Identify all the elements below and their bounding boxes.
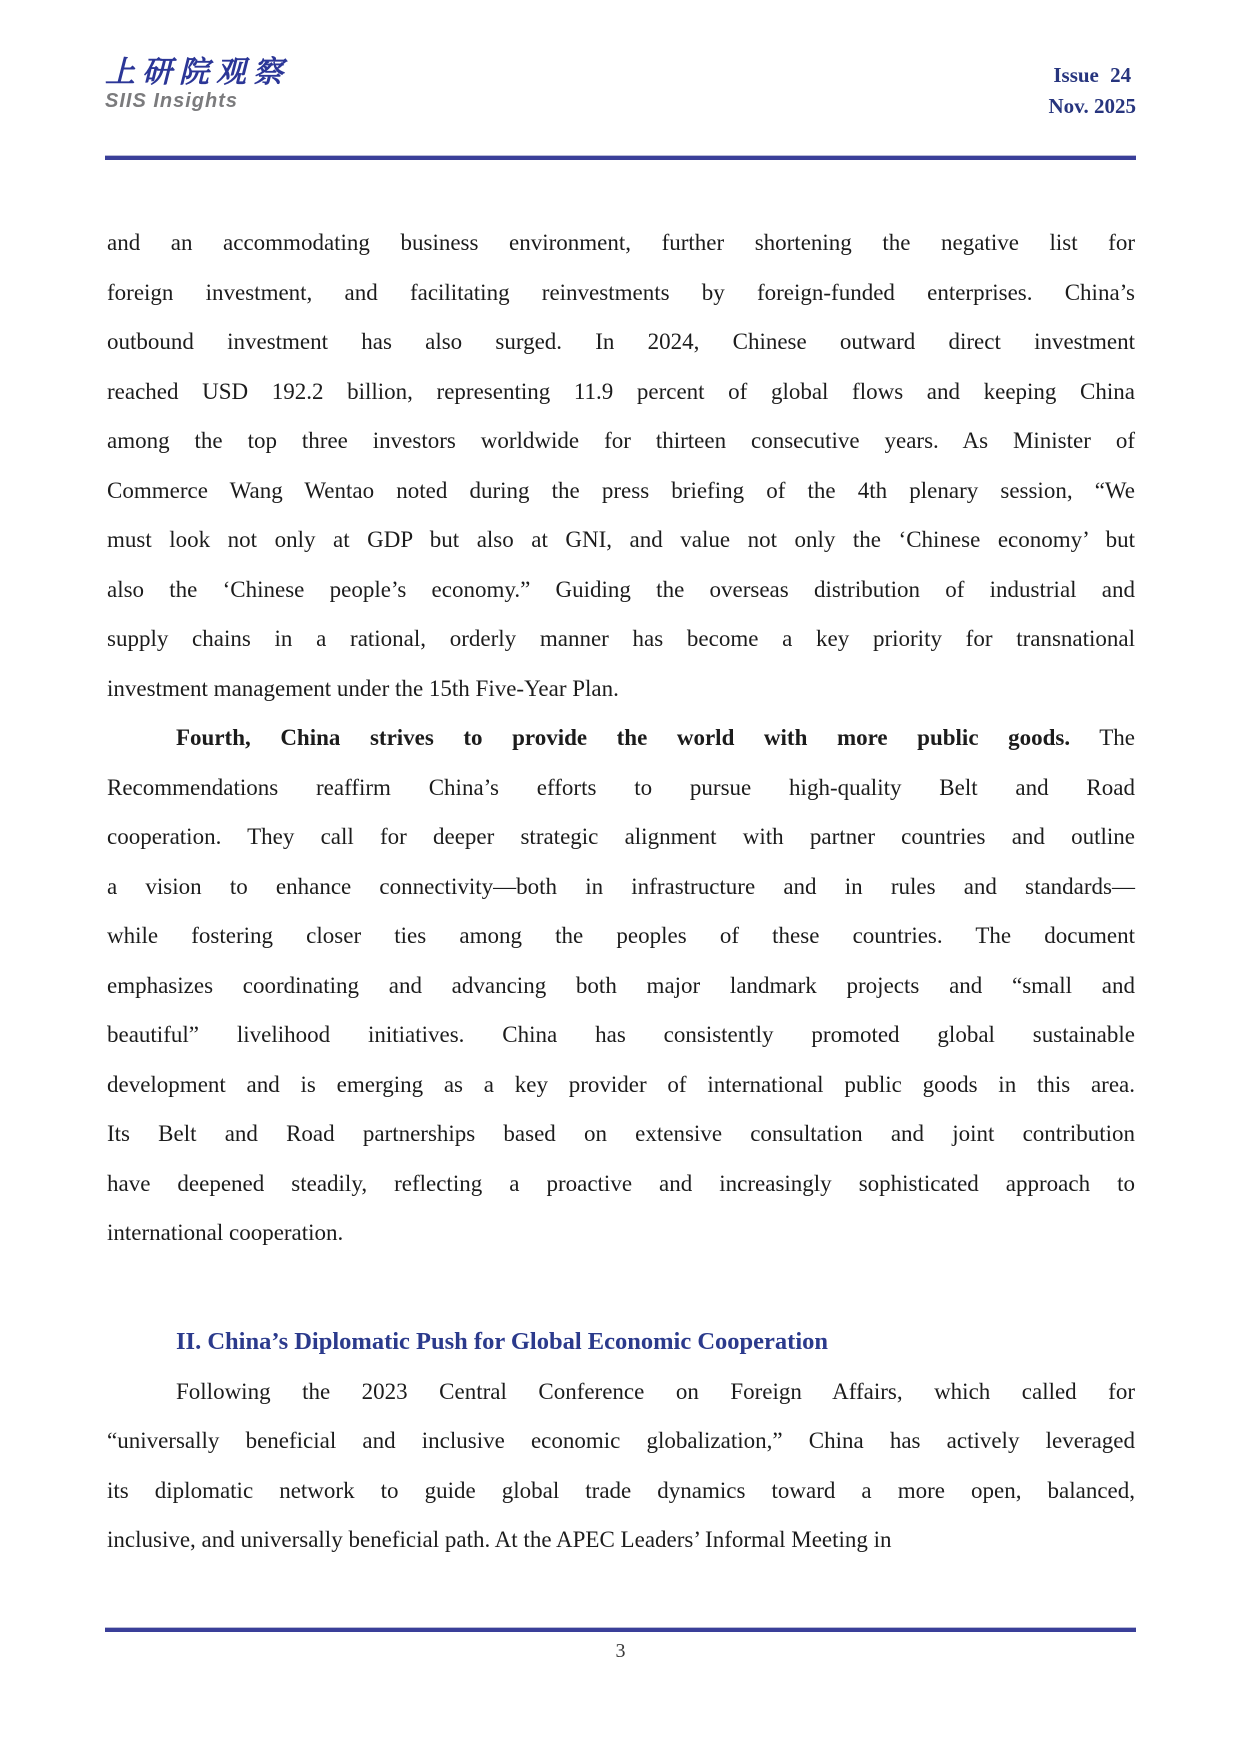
text: among the top three investors worldwide for thirteen consecutive years. As Minister of (107, 428, 1135, 453)
body-line (107, 763, 1135, 813)
body-line (107, 812, 1135, 862)
body-line (107, 317, 1135, 367)
paragraph (107, 218, 1135, 713)
text: Its Belt and Road partnerships based on extensive consultation and joint contribution (107, 1121, 1135, 1146)
text: have deepened steadily, reflecting a proactive and increasingly sophisticated approach to (107, 1170, 1135, 1196)
text: emphasizes coordinating and advancing both major landmark projects and “small and (107, 972, 1135, 998)
body-line (107, 1367, 1135, 1417)
text: investment management under the 15th Five-Year Plan. (107, 675, 619, 701)
text: supply chains in a rational, orderly manner has become a key priority for transnational (107, 626, 1135, 651)
body-line (107, 1060, 1135, 1110)
text: Recommendations reaffirm China’s efforts to pursue high-quality Belt and Road (107, 774, 1135, 800)
text: Commerce Wang Wentao noted during the press briefing of the 4th plenary session, “We (107, 477, 1135, 503)
text: also the ‘Chinese people’s economy.” Guiding the overseas distribution of industrial and (107, 576, 1135, 602)
body-line (107, 565, 1135, 615)
body-line (107, 911, 1135, 961)
text: beautiful” livelihood initiatives. China has consistently promoted global sustainable (107, 1022, 1135, 1047)
text: The (1070, 725, 1135, 750)
footer-divider (105, 1627, 1136, 1632)
text: foreign investment, and facilitating reinvestments by foreign-funded enterprises. China’s (107, 279, 1135, 305)
body-line (107, 1208, 1135, 1258)
body-line (107, 862, 1135, 912)
body-line (107, 1159, 1135, 1209)
text: while fostering closer ties among the peoples of these countries. The document (107, 923, 1135, 948)
text: reached USD 192.2 billion, representing 11.9 percent of global flows and keeping China (107, 378, 1135, 404)
text: outbound investment has also surged. In 2024, Chinese outward direct investment (107, 329, 1135, 354)
body-line (107, 367, 1135, 417)
text: its diplomatic network to guide global trade dynamics toward a more open, balanced, (107, 1477, 1135, 1503)
text: and an accommodating business environment, further shortening the negative list for (107, 230, 1135, 255)
section-heading: II. China’s Diplomatic Push for Global Economic Cooperation (176, 1327, 829, 1355)
body-line (107, 218, 1135, 268)
text: cooperation. They call for deeper strategic alignment with partner countries and outline (107, 824, 1135, 849)
text: inclusive, and universally beneficial path. At the APEC Leaders’ Informal Meeting in (107, 1527, 892, 1552)
text: a vision to enhance connectivity—both in infrastructure and in rules and standards— (107, 873, 1135, 899)
body-line (107, 713, 1135, 763)
body-line (107, 1416, 1135, 1466)
publication-logo (105, 55, 290, 112)
body-line (107, 961, 1135, 1011)
body-line (107, 1109, 1135, 1159)
text: Following the 2023 Central Conference on Foreign Affairs, which called for (176, 1378, 1135, 1404)
issue-info (1048, 60, 1136, 122)
logo-english-title: SIIS Insights (105, 90, 239, 112)
body-line (107, 1466, 1135, 1516)
body-line (107, 1515, 1135, 1565)
issue-number: Issue 24 (1053, 63, 1132, 87)
text: international cooperation. (107, 1220, 344, 1245)
document-body (107, 218, 1135, 1565)
header-divider (105, 155, 1136, 160)
body-line (107, 664, 1135, 714)
page-header (105, 55, 1136, 122)
body-line (107, 515, 1135, 565)
issue-date: Nov. 2025 (1048, 94, 1136, 118)
paragraph (107, 1367, 1135, 1565)
body-line (107, 466, 1135, 516)
body-line (107, 614, 1135, 664)
paragraph (107, 713, 1135, 1258)
logo-chinese-title: 上研院观察 (105, 55, 290, 90)
text: development and is emerging as a key provider of international public goods in this area. (107, 1071, 1135, 1097)
text: must look not only at GDP but also at GNI, and value not only the ‘Chinese economy’ but (107, 527, 1135, 552)
body-line (107, 268, 1135, 318)
page-number: 3 (615, 1640, 626, 1662)
bold-text: Fourth, China strives to provide the world with more public goods. (176, 725, 1071, 750)
body-line (107, 1010, 1135, 1060)
body-line (107, 416, 1135, 466)
text: “universally beneficial and inclusive economic globalization,” China has actively leveraged (107, 1428, 1135, 1453)
